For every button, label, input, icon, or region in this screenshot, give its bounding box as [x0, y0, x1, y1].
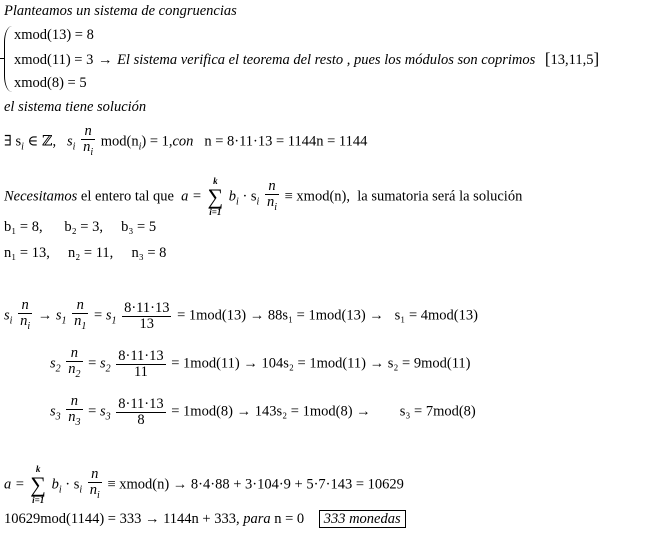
final-line-cond: n = 0 [274, 511, 305, 527]
existence-in-z: ∈ ℤ, [27, 133, 57, 150]
system-eq2-comment: El sistema verifica el teorema del resto , pues los módulos son coprimos [117, 52, 536, 68]
existence-frac-num: n [81, 124, 95, 140]
step2-frac-n2: $\frac{n}{n_2}$ [68, 345, 81, 380]
step3-frac-num: $\frac{8\cdot 11\cdot 13}{8}$ [118, 395, 164, 428]
step3-frac-n3: $\frac{n}{n_3}$ [68, 393, 81, 428]
step1-frac-num: $\frac{8\cdot 11\cdot 13}{13}$ [124, 299, 170, 332]
existence-prefix: ∃ s [4, 133, 22, 150]
final-line-para: para [243, 511, 271, 527]
system-eq3: xmod(8) = 5 [14, 75, 87, 91]
b-values-line [4, 218, 156, 236]
system-eq2: xmod(11) = 3 [14, 52, 94, 68]
n-values-line [4, 244, 166, 262]
necesitamos-middle: el entero tal que [80, 188, 174, 205]
final-sum-tail: ≡ xmod(n) → 8·4·88 + 3·104·9 + 5·7·143 = 10629 [107, 476, 404, 493]
necesitamos-sum [207, 176, 223, 218]
has-solution-text: el sistema tiene solución [4, 99, 147, 115]
necesitamos-b: b [228, 188, 237, 205]
n1-value: n₁ = 13, [4, 245, 50, 261]
moduli-values: 13,11,5 [550, 52, 594, 68]
final-answer-box: 333 monedas [319, 510, 406, 528]
step2-frac-num: $\frac{8\cdot 11\cdot 13}{11}$ [118, 347, 164, 380]
step1-tail: = 1mod(13) → 88s₁ = 1mod(13) → [177, 307, 384, 324]
step1-frac-n1: $\frac{n}{n_1}$ [74, 297, 87, 332]
step1-line: $s_i$ $\frac{n}{n_i}$ → $s_1$ $\frac{n}{n_1}$ = $s_1$ $\frac{8\cdot 11\cdot 13}{13}$ = 1mod(13) → 88s₁ = 1mod(13) → s₁ = 4mod(13) [4, 297, 478, 332]
existence-rest: n = 8·11·13 = 1144n = 1144 [204, 133, 368, 150]
final-line-text: 10629mod(1144) = 333 → 1144n + 333, [4, 511, 240, 527]
step3-tail: = 1mod(8) → 143s₂ = 1mod(8) → [171, 403, 371, 420]
final-line [4, 510, 406, 528]
n2-value: n₂ = 11, [67, 245, 114, 261]
step2-line: $s_2$ $\frac{n}{n_2}$ = $s_2$ $\frac{8\cdot 11\cdot 13}{11}$ = 1mod(11) → 104s₂ = 1mod(11) → s₂ = 9mod(11) [50, 345, 471, 380]
necesitamos-line: Necesitamos el entero tal que a = k ∑ i=1 $b_i \cdot s_i$ $\frac{n}{n_i}$ ≡ xmod(n), la sumatoria será la solución [4, 176, 523, 217]
b2-value: b₂ = 3, [64, 219, 103, 235]
system-brace-tip [0, 58, 5, 61]
step2-tail: = 1mod(11) → 104s₂ = 1mod(11) → s₂ = 9mod(11) [171, 355, 471, 372]
final-sum-line: a = k ∑ i=1 $b_i \cdot s_i$ $\frac{n}{n_i}$ ≡ xmod(n) → 8·4·88 + 3·104·9 + 5·7·143 = 10629 [4, 464, 404, 505]
necesitamos-s: · s [242, 188, 257, 205]
existence-mod-close: ) = 1, [141, 133, 173, 150]
necesitamos-word: Necesitamos [4, 188, 78, 205]
moduli-bracket: [13,11,5] [544, 49, 600, 68]
system-eq2-line [14, 50, 599, 69]
b1-value: b₁ = 8, [4, 219, 43, 235]
necesitamos-sum-bottom: i=1 [209, 207, 222, 217]
necesitamos-a-eq: a = [181, 188, 202, 205]
existence-mod: mod(n [100, 133, 139, 150]
existence-s: s [67, 133, 73, 150]
existence-fraction [81, 124, 95, 160]
existence-con: con [172, 133, 194, 150]
step3-result: s₃ = 7mod(8) [399, 403, 476, 420]
existence-mod-sub: i [138, 141, 142, 153]
sigma-icon: ∑ [30, 472, 46, 497]
necesitamos-sum-top: k [213, 176, 218, 186]
existence-prefix-sub: i [21, 141, 24, 153]
step1-frac-lhs: $\frac{n}{n_i}$ [20, 297, 31, 332]
final-sum-fraction: $\frac{n}{n_i}$ [89, 466, 100, 501]
system-eq1: xmod(13) = 8 [14, 27, 94, 43]
necesitamos-after: ≡ xmod(n), [284, 188, 350, 205]
step1-result: s₁ = 4mod(13) [394, 307, 478, 324]
sigma-icon: ∑ [207, 184, 224, 209]
system-eq2-arrow: → [97, 52, 113, 68]
intro-text: Planteamos un sistema de congruencias [4, 3, 237, 19]
final-sum-sigma: k ∑ i=1 [30, 464, 46, 505]
b3-value: b₃ = 5 [121, 219, 157, 235]
necesitamos-fraction: $\frac{n}{n_i}$ [266, 178, 277, 213]
step3-line: $s_3$ $\frac{n}{n_3}$ = $s_3$ $\frac{8\cdot 11\cdot 13}{8}$ = 1mod(8) → 143s₂ = 1mod(8) → s₃ = 7mod(8) [50, 393, 476, 428]
existence-line [4, 124, 367, 160]
system-brace [4, 26, 13, 92]
existence-s-sub: i [72, 141, 76, 153]
n3-value: n₃ = 8 [131, 245, 167, 261]
necesitamos-tail: la sumatoria será la solución [357, 188, 523, 205]
existence-frac-den: $n_i$ [83, 139, 94, 158]
